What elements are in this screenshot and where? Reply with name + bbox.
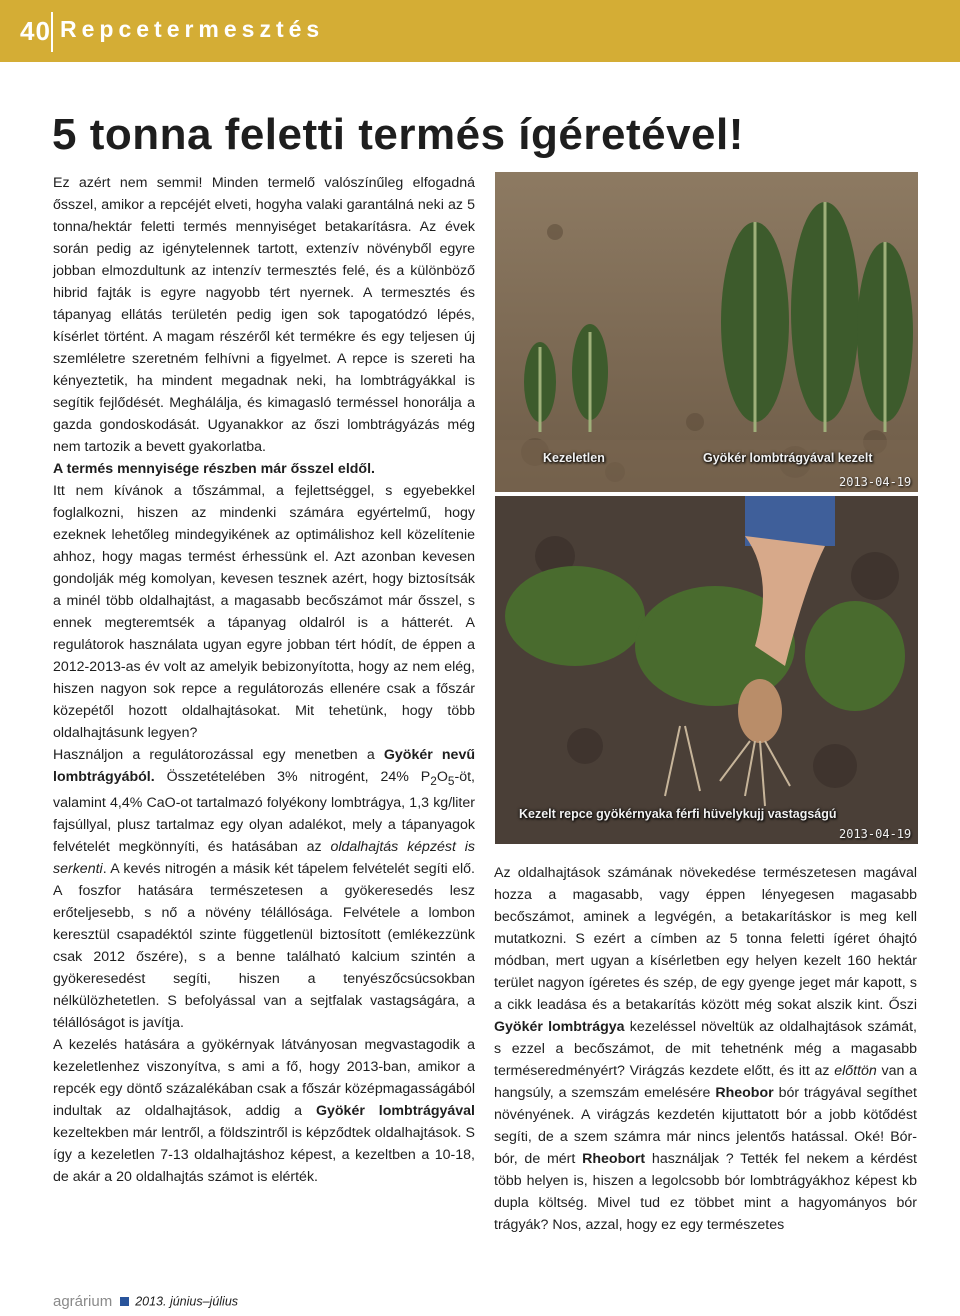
photo-root-collar bbox=[495, 496, 918, 844]
p4-text: A kezelés hatására a gyökérnyak látványosan megvastagodik a kezeletlenhez viszonyítva, s ami a fő, hogy 2013-ban, amikor a repcék egy döntő százalékában csak a főszár középmagasságából indultak az oldalhajtások, addig a bbox=[53, 1036, 475, 1119]
r1-product: Gyökér lombtrágya bbox=[494, 1019, 625, 1035]
footer-square-icon bbox=[120, 1297, 129, 1306]
r1-product-3: Rheobort bbox=[582, 1151, 646, 1167]
paragraph-4 bbox=[53, 1034, 475, 1188]
issue-date: 2013. június–július bbox=[135, 1294, 239, 1309]
caption-treated: Gyökér lombtrágyával kezelt bbox=[703, 451, 873, 465]
section-title: Repcetermesztés bbox=[60, 16, 325, 42]
paragraph-right bbox=[494, 862, 917, 1236]
root-illustration bbox=[495, 496, 918, 844]
r1-emphasis: előttön bbox=[834, 1063, 877, 1079]
page-number: 40 bbox=[20, 16, 51, 46]
r1-text-2: kezeléssel növeltük az oldalhajtások számát, s ezzel a becőszámot, de mit tehetnénk még a magasabb terméseredményért? Virágzás kezdete előtt, és itt az bbox=[494, 1019, 917, 1079]
p3-text-4: -öt, valamint 4,4% CaO-ot tartalmazó folyékony lombtrágya, 1,3 kg/liter fajsúllyal, plusz tartalmaz egy olyan adalékot, mely a tápanyagok felvételét megkönnyíti, és hatásában az bbox=[53, 769, 475, 855]
r1-text-3: van a hangsúly, a szemszám emelésére bbox=[494, 1063, 917, 1101]
r1-product-2: Rheobor bbox=[715, 1085, 774, 1101]
p4-product: Gyökér lombtrágyával bbox=[315, 1102, 475, 1119]
r1-text-4: bór trágyával segíthet növényének. A virágzás kezdetén kijuttatott bór a jobb kötődést segíti, de a szem számra már nincs jelentős hatással. Oké! Bór-bór, de mért bbox=[494, 1085, 917, 1167]
paragraph-2: Itt nem kívánok a tőszámmal, a fejlettséggel, s egyebekkel foglalkozni, hiszen az mindenki számára egyértelmű, hogy ezeknek lehetőleg mindegyikének az optimálishoz kell közelítenie ahhoz, hogy magas termést érhessünk el. Azt azonban kevesen gondolják még komolyan, kevesen tesznek azért, hogy biztosítsák a minél több oldalhajtást, a magasabb becőszámot már ősszel, s ennek megteremtsék a tápanyag oldalról is a hátterét. A regulátorok használata ugyan egyre jobban tért hódít, de éppen a 2012-2013-as év volt az amelyik bebizonyította, hogy az nem elég, hiszen nagyon sok repce a regulátorozás ellenére csak a főszár közepétől hozott oldalhajtásokat. Mit tehetünk, hogy több oldalhajtásunk legyen? bbox=[53, 483, 475, 741]
header-divider bbox=[51, 12, 53, 52]
p3-text-5: . A kevés nitrogén a másik két tápelem felvételét segíti elő. A foszfor hatására természetesen a gyökeresedés lesz erőteljesebb, s nő a növény télállósága. Felvétele a lombon keresztül csapadéktól szinte függetlenül biztosított (emlékezzünk csak 2012 őszére), s a benne található kalcium szintén a gyökeresedést segíti, hiszen a tenyészőcsúcsokban nélkülözhetetlen. S befolyással van a sejtfalak vastagságára, a télállóságot is javítja. bbox=[53, 860, 475, 1031]
p3-subscript-1: 2 bbox=[430, 773, 437, 788]
p3-subscript-2: 5 bbox=[447, 773, 455, 788]
intro-paragraph: Ez azért nem semmi! Minden termelő valószínűleg elfogadná ősszel, amikor a repcéjét elveti, hogyha valaki garantálná neki az 5 tonna/hektár feletti termés mennyiséget betakarításra. Az évek során pedig az igénytelennek tartott, extenzív növényből egyre jobban elmozdultunk az intenzív termesztés felé, és a különböző hibrid fajták is egyre nagyobb tért nyernek. A termesztés és tápanyag ellátás területén pedig igen sok tapogatódzó lépés, kísérlet történt. A magam részéről két termékre és egy teljesen új szemléletre szeretném felhívni a figyelmet. A repce is szereti ha kényeztetik, ha mindent megadnak neki, ha lombtrágyákkal is segítik fejlődését. Meghálálja, és kimagasló terméssel honorálja a gazda gondoskodását. Ugyanakkor az őszi lombtrágyázás még nem tartozik a bevett gyakorlatba. bbox=[53, 175, 475, 455]
article-title: 5 tonna feletti termés ígéretével! bbox=[52, 110, 744, 159]
photo-date-stamp-2: 2013-04-19 bbox=[839, 827, 912, 841]
p3-text-2: Összetételében 3% nitrogént, 24% P bbox=[154, 769, 431, 785]
r1-text: Az oldalhajtások számának növekedése természetesen magával hozza a magasabb, vagy éppen lényegesen magasabb becőszámot, aminek a legvégén, a betakarításkor is meg kell mutatkozni. S ezért a címben az 5 tonna feletti ígéret óhajtó módban, mert ugyan a kísérletben egy helyen kezelt 160 hektár terület nagyon ígéretes és szép, de egy gyenge jeget már kapott, s a cikk leadása és a betakarítás között még sokat alszik kint. Őszi bbox=[494, 865, 917, 1013]
p4-text-2: kezeltekben már lentről, a földszintről is képződtek oldalhajtások. S így a kezeletlen 7-13 oldalhajtáshoz képest, a kezeltben a 10-18, de akár a 20 oldalhajtás számot is elérték. bbox=[53, 1124, 475, 1185]
r1-text-5: használjak ? Tették fel nekem a kérdést több helyen is, hiszen a legolcsobb bór lombtrágyákhoz képest kb dupla költség. Mivel tud ez többet mint a hagyományos bór trágyák? Nos, azzal, hogy ez egy természetes bbox=[494, 1151, 917, 1233]
photo-date-stamp: 2013-04-19 bbox=[839, 475, 912, 489]
p3-text-3: O bbox=[436, 769, 448, 785]
article-column-right bbox=[494, 862, 917, 1236]
p3-emphasis: oldalhajtás képzést is serkenti bbox=[53, 838, 476, 877]
photo-plants-comparison bbox=[495, 172, 918, 492]
plants-illustration bbox=[495, 172, 918, 492]
p3-product: Gyökér nevű lombtrágyából. bbox=[53, 747, 476, 785]
page-footer bbox=[53, 1292, 238, 1310]
caption-root-collar: Kezelt repce gyökérnyaka férfi hüvelykujj vastagságú bbox=[519, 807, 837, 821]
article-column-left bbox=[53, 172, 475, 1188]
caption-untreated: Kezeletlen bbox=[543, 451, 605, 465]
p3-text: Használjon a regulátorozással egy menetben a bbox=[53, 747, 384, 763]
subheading: A termés mennyisége részben már ősszel eldől. bbox=[53, 461, 375, 477]
paragraph-3 bbox=[53, 744, 475, 1034]
magazine-brand: agrárium bbox=[53, 1292, 113, 1310]
section-header-bar bbox=[0, 0, 960, 62]
